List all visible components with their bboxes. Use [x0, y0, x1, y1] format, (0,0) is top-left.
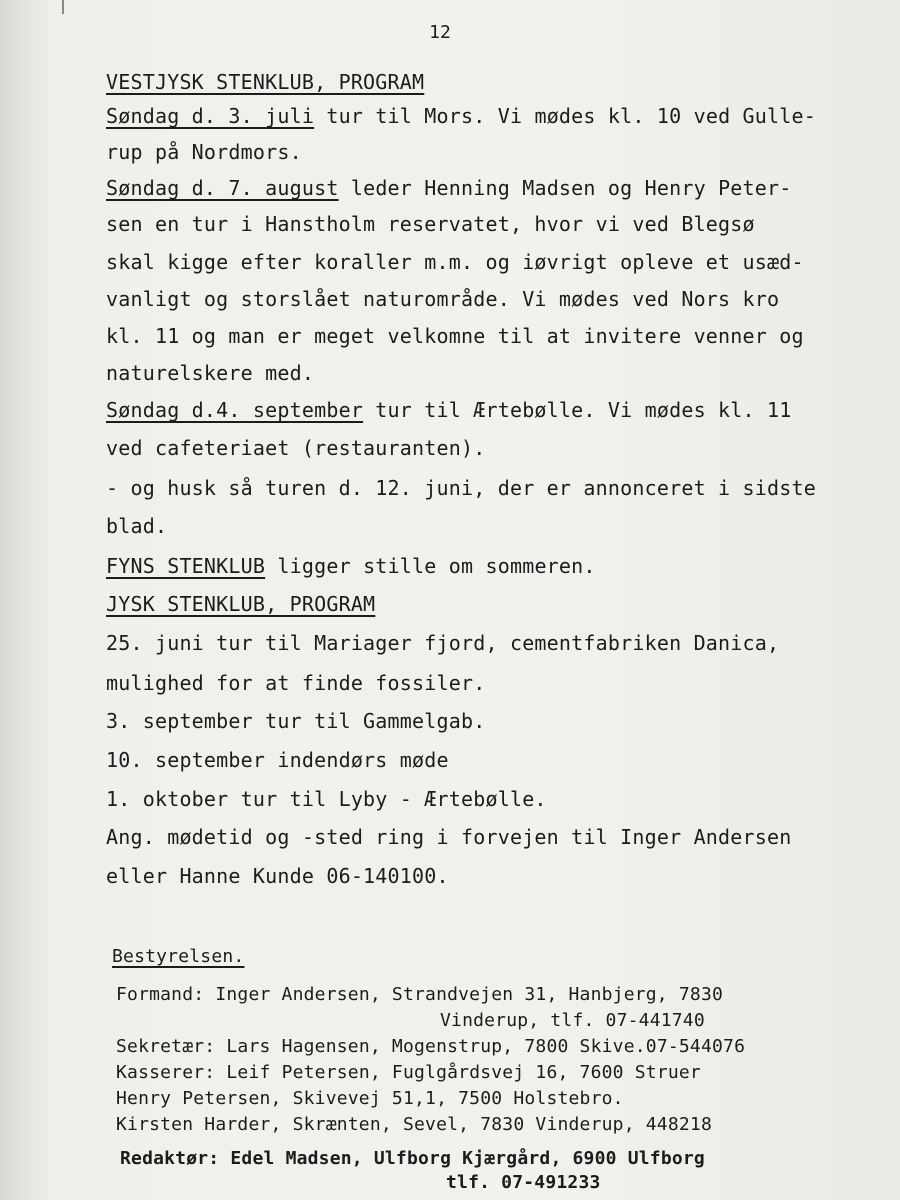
fyns-text: ligger stille om sommeren.	[265, 554, 596, 578]
board-member-1: Henry Petersen, Skivevej 51,1, 7500 Holstebro.	[116, 1088, 624, 1109]
redaktoer-label: Redaktør:	[120, 1148, 220, 1169]
jysk-line-1: 25. juni tur til Mariager fjord, cementfabriken Danica,	[106, 631, 780, 655]
event-3-continuation: ved cafeteriaet (restauranten).	[106, 436, 486, 460]
event-2-line-3: skal kigge efter koraller m.m. og iøvrigt opleve et usæd-	[106, 250, 804, 274]
board-formand	[116, 984, 723, 1005]
vestjysk-event-2	[106, 176, 792, 200]
sekretaer-details: Lars Hagensen, Mogenstrup, 7800 Skive.07-544076	[215, 1036, 746, 1057]
board-sekretaer	[116, 1036, 745, 1057]
vestjysk-heading: VESTJYSK STENKLUB, PROGRAM	[106, 70, 425, 94]
board-redaktoer	[120, 1148, 705, 1169]
event-2-line-6: naturelskere med.	[106, 361, 315, 385]
formand-details: Inger Andersen, Strandvejen 31, Hanbjerg, 7830	[204, 984, 724, 1005]
redaktoer-continuation: tlf. 07-491233	[446, 1172, 601, 1193]
event-3-date: Søndag d.4. september	[106, 398, 364, 422]
reminder-line-1: - og husk så turen d. 12. juni, der er annonceret i sidste	[106, 476, 816, 500]
kasserer-label: Kasserer:	[116, 1062, 216, 1083]
page-number: 12	[429, 22, 451, 43]
jysk-line-2: mulighed for at finde fossiler.	[106, 671, 486, 695]
kasserer-details: Leif Petersen, Fuglgårdsvej 16, 7600 Struer	[215, 1062, 701, 1083]
event-3-text: tur til Ærtebølle. Vi mødes kl. 11	[363, 398, 792, 422]
jysk-heading: JYSK STENKLUB, PROGRAM	[106, 592, 376, 616]
sekretaer-label: Sekretær:	[116, 1036, 216, 1057]
jysk-line-4: 10. september indendørs møde	[106, 748, 449, 772]
event-2-date: Søndag d. 7. august	[106, 176, 339, 200]
fyns-section	[106, 554, 596, 578]
event-2-text: leder Henning Madsen og Henry Peter-	[338, 176, 792, 200]
fyns-heading: FYNS STENKLUB	[106, 554, 266, 578]
event-1-text: tur til Mors. Vi mødes kl. 10 ved Gulle-	[314, 104, 816, 128]
jysk-line-6: Ang. mødetid og -sted ring i forvejen til Inger Andersen	[106, 825, 792, 849]
jysk-line-3: 3. september tur til Gammelgab.	[106, 709, 486, 733]
vestjysk-event-3	[106, 398, 792, 422]
event-1-date: Søndag d. 3. juli	[106, 104, 315, 128]
formand-label: Formand:	[116, 984, 205, 1005]
reminder-line-2: blad.	[106, 514, 168, 538]
board-heading: Bestyrelsen.	[112, 946, 245, 967]
event-1-continuation: rup på Nordmors.	[106, 140, 302, 164]
event-2-line-2: sen en tur i Hanstholm reservatet, hvor vi ved Blegsø	[106, 212, 755, 236]
board-member-2: Kirsten Harder, Skrænten, Sevel, 7830 Vinderup, 448218	[116, 1114, 712, 1135]
margin-mark	[62, 0, 64, 14]
redaktoer-details: Edel Madsen, Ulfborg Kjærgård, 6900 Ulfborg	[219, 1148, 705, 1169]
formand-continuation: Vinderup, tlf. 07-441740	[440, 1010, 705, 1031]
jysk-line-7: eller Hanne Kunde 06-140100.	[106, 864, 449, 888]
vestjysk-event-1	[106, 104, 816, 128]
jysk-line-5: 1. oktober tur til Lyby - Ærtebølle.	[106, 787, 547, 811]
board-kasserer	[116, 1062, 701, 1083]
event-2-line-5: kl. 11 og man er meget velkomne til at invitere venner og	[106, 324, 804, 348]
event-2-line-4: vanligt og storslået naturområde. Vi mødes ved Nors kro	[106, 287, 780, 311]
